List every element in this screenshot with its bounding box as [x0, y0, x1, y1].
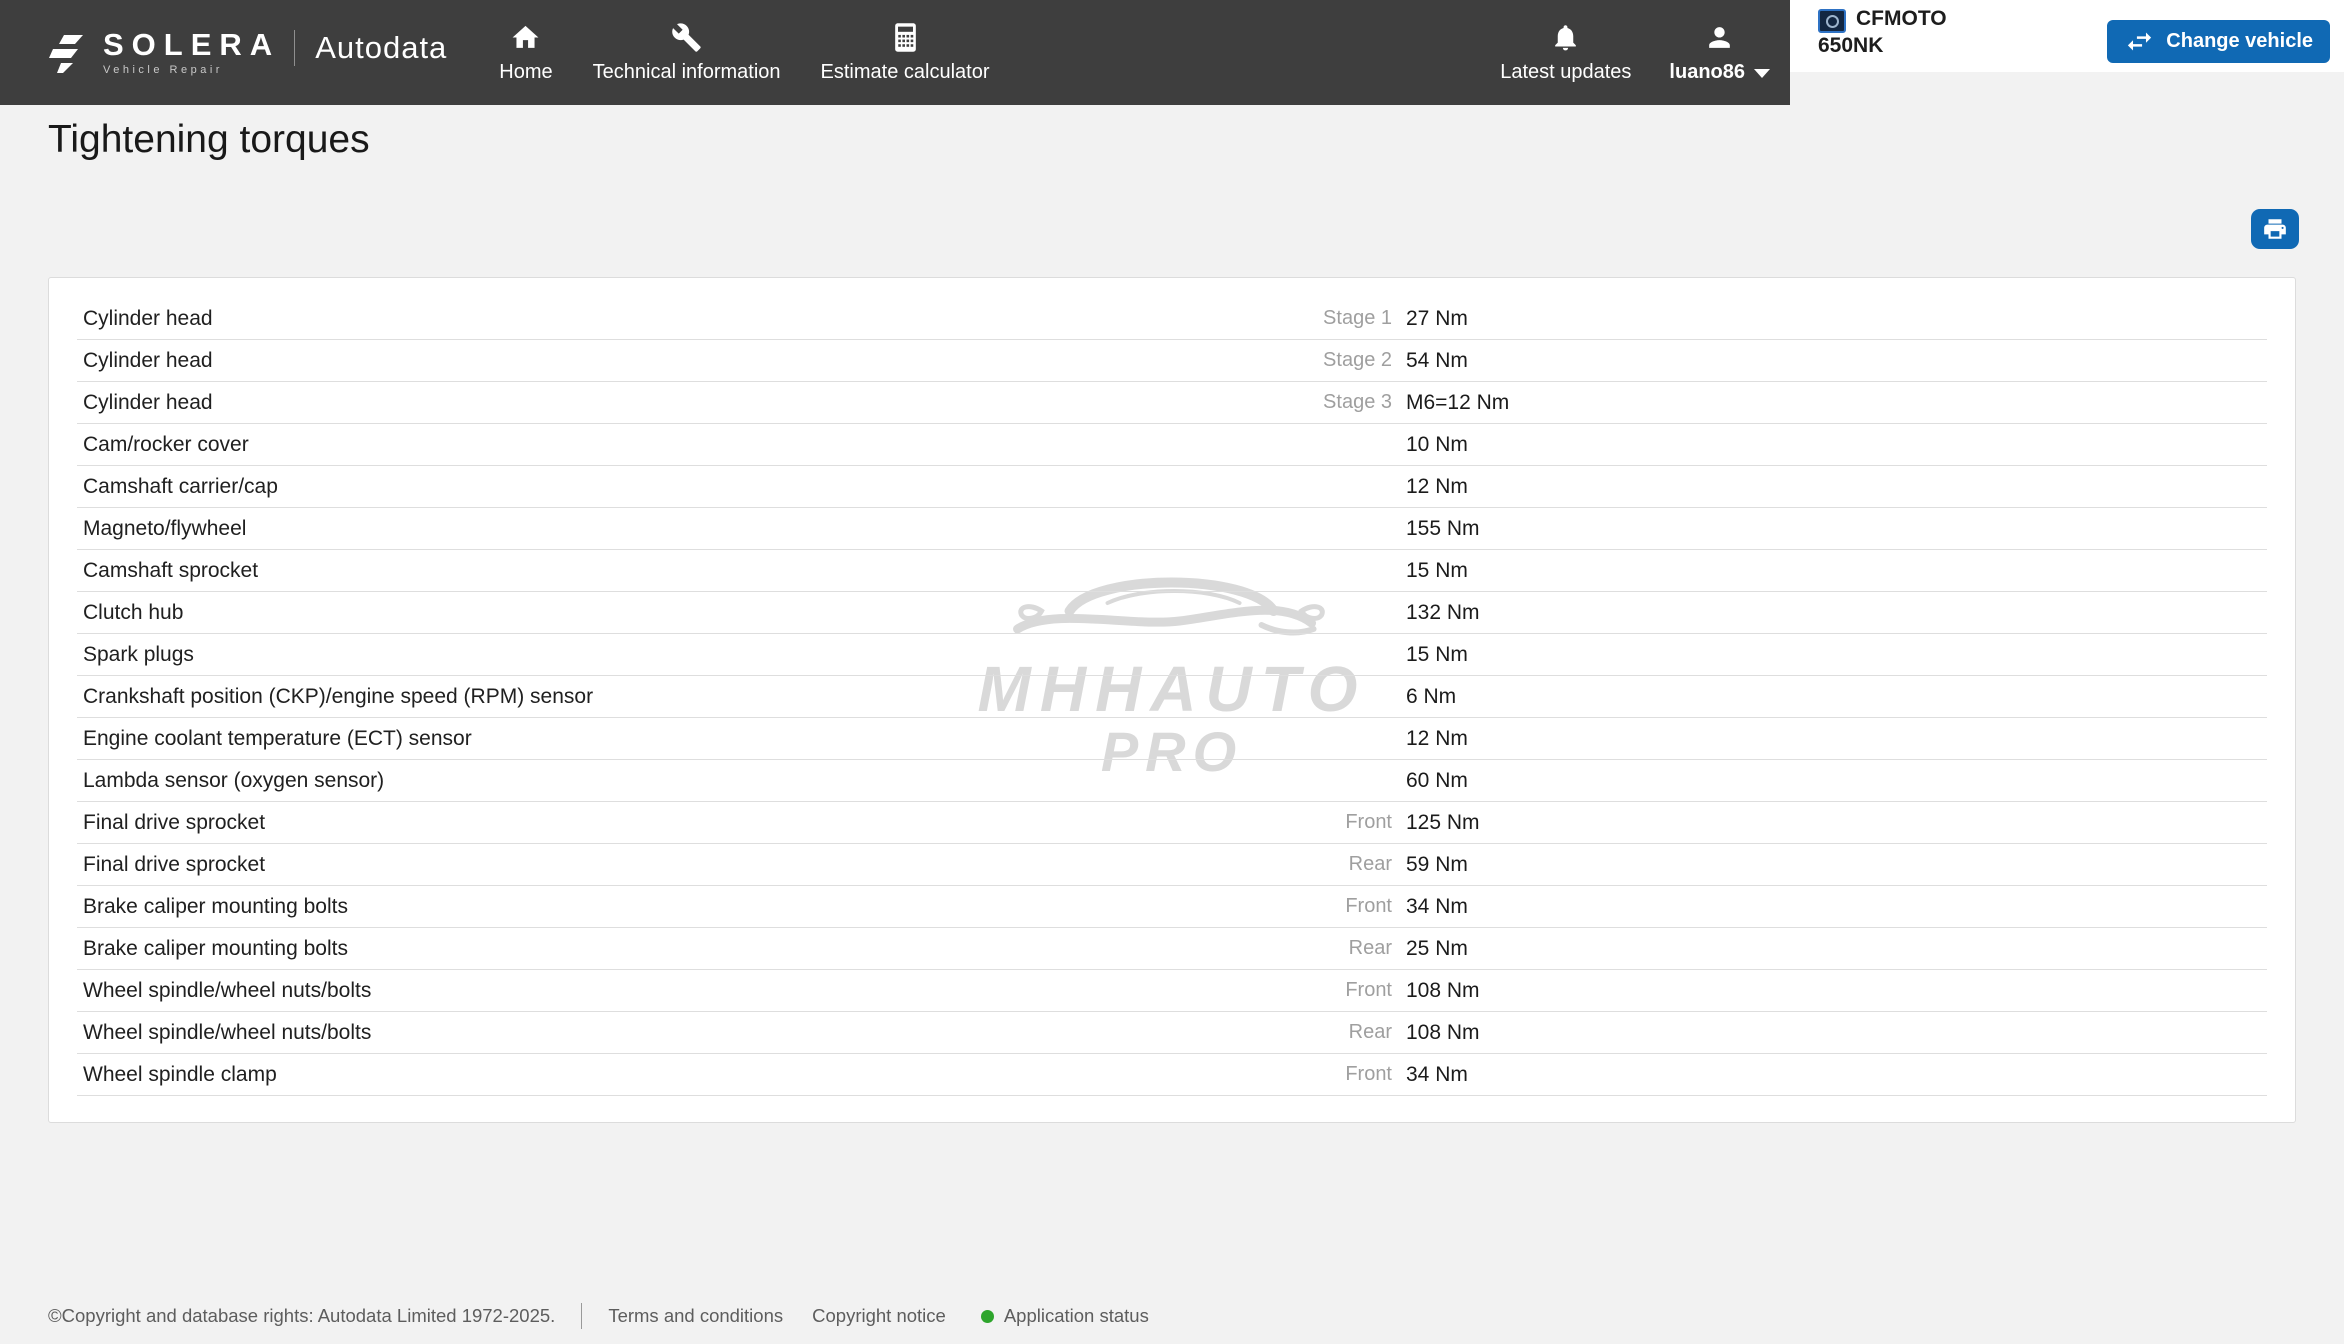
row-value: 125 Nm	[1406, 810, 1480, 834]
vehicle-strip	[1790, 0, 2344, 72]
table-row	[77, 550, 2267, 592]
row-value: 155 Nm	[1406, 516, 1480, 540]
table-row	[77, 970, 2267, 1012]
solera-icon	[45, 31, 89, 75]
copyright-text: ©Copyright and database rights: Autodata Limited 1972-2025.	[48, 1305, 556, 1326]
change-vehicle-button[interactable]	[2107, 20, 2330, 63]
username: luano86	[1669, 60, 1745, 83]
table-row	[77, 844, 2267, 886]
row-label: Final drive sprocket	[83, 810, 266, 834]
nav-item-estimate-calculator[interactable]	[817, 22, 994, 84]
row-qualifier: Front	[1345, 895, 1392, 917]
table-row	[77, 676, 2267, 718]
row-qualifier: Front	[1345, 979, 1392, 1001]
nav-item-home[interactable]	[495, 22, 556, 84]
footer	[48, 1303, 1149, 1329]
row-label: Clutch hub	[83, 600, 184, 624]
latest-updates-label: Latest updates	[1500, 60, 1632, 83]
table-row	[77, 928, 2267, 970]
torque-table-card	[48, 277, 2296, 1123]
terms-link[interactable]: Terms and conditions	[608, 1305, 784, 1326]
brand-tagline: Vehicle Repair	[103, 64, 223, 76]
row-value: 12 Nm	[1406, 726, 1468, 750]
row-qualifier: Stage 1	[1323, 307, 1392, 329]
home-icon	[510, 22, 541, 53]
table-row	[77, 802, 2267, 844]
nav-right-group	[1496, 22, 1774, 84]
row-label: Lambda sensor (oxygen sensor)	[83, 768, 385, 792]
row-label: Wheel spindle/wheel nuts/bolts	[83, 1020, 372, 1044]
nav-item-label: Technical information	[592, 60, 781, 83]
user-icon	[1704, 22, 1735, 53]
row-value: 132 Nm	[1406, 600, 1480, 624]
row-label: Camshaft carrier/cap	[83, 474, 278, 498]
row-label: Crankshaft position (CKP)/engine speed (RPM) sensor	[83, 684, 594, 708]
row-qualifier: Rear	[1348, 1021, 1392, 1043]
row-qualifier: Stage 3	[1323, 391, 1392, 413]
row-qualifier: Front	[1345, 811, 1392, 833]
printer-icon	[2262, 216, 2288, 242]
table-row	[77, 1012, 2267, 1054]
row-label: Magneto/flywheel	[83, 516, 247, 540]
table-row	[77, 508, 2267, 550]
row-label: Cylinder head	[83, 390, 213, 414]
watermark-line1: MHHAUTO	[977, 653, 1367, 725]
nav-item-label: Estimate calculator	[820, 60, 990, 83]
row-label: Wheel spindle clamp	[83, 1062, 277, 1086]
table-row	[77, 718, 2267, 760]
change-vehicle-label: Change vehicle	[2166, 30, 2313, 52]
calculator-icon	[890, 22, 921, 53]
table-row	[77, 634, 2267, 676]
row-value: 6 Nm	[1406, 684, 1457, 708]
row-value: 25 Nm	[1406, 936, 1468, 960]
row-label: Brake caliper mounting bolts	[83, 936, 348, 960]
row-value: M6=12 Nm	[1406, 390, 1510, 414]
row-value: 15 Nm	[1406, 558, 1468, 582]
row-value: 10 Nm	[1406, 432, 1468, 456]
table-row	[77, 424, 2267, 466]
table-row	[77, 298, 2267, 340]
row-value: 15 Nm	[1406, 642, 1468, 666]
brand-logo[interactable]	[45, 29, 447, 76]
row-value: 60 Nm	[1406, 768, 1468, 792]
row-label: Brake caliper mounting bolts	[83, 894, 348, 918]
row-qualifier: Front	[1345, 1063, 1392, 1085]
row-value: 59 Nm	[1406, 852, 1468, 876]
row-label: Spark plugs	[83, 642, 194, 666]
brand-separator	[294, 30, 295, 66]
torque-rows	[77, 298, 2267, 1096]
swap-arrows-icon	[2124, 26, 2155, 57]
row-value: 12 Nm	[1406, 474, 1468, 498]
row-label: Engine coolant temperature (ECT) sensor	[83, 726, 472, 750]
page-title: Tightening torques	[48, 118, 370, 161]
row-label: Cam/rocker cover	[83, 432, 249, 456]
top-navbar	[0, 0, 1790, 105]
chevron-down-icon	[1754, 69, 1770, 78]
vehicle-model: 650NK	[1818, 34, 1884, 57]
table-row	[77, 760, 2267, 802]
row-label: Wheel spindle/wheel nuts/bolts	[83, 978, 372, 1002]
footer-separator	[581, 1303, 582, 1329]
nav-item-label: Home	[499, 60, 553, 83]
row-label: Cylinder head	[83, 348, 213, 372]
row-qualifier: Rear	[1348, 937, 1392, 959]
watermark-line2: PRO	[1100, 720, 1244, 784]
user-menu[interactable]	[1665, 22, 1774, 84]
brand-name: SOLERA	[103, 27, 281, 62]
product-name: Autodata	[315, 29, 448, 65]
table-row	[77, 466, 2267, 508]
row-value: 34 Nm	[1406, 894, 1468, 918]
row-qualifier: Stage 2	[1323, 349, 1392, 371]
row-value: 34 Nm	[1406, 1062, 1468, 1086]
row-value: 108 Nm	[1406, 978, 1480, 1002]
print-button[interactable]	[2251, 209, 2299, 249]
row-value: 54 Nm	[1406, 348, 1468, 372]
wrench-icon	[671, 22, 702, 53]
bell-icon	[1550, 22, 1581, 53]
status-dot	[981, 1310, 994, 1323]
row-label: Final drive sprocket	[83, 852, 266, 876]
vehicle-make: CFMOTO	[1856, 7, 1947, 30]
row-value: 27 Nm	[1406, 306, 1468, 330]
table-row	[77, 1054, 2267, 1096]
cfmoto-logo	[1818, 9, 1846, 33]
copyright-notice-link[interactable]: Copyright notice	[812, 1305, 946, 1326]
table-row	[77, 340, 2267, 382]
main-nav	[495, 22, 993, 84]
table-row	[77, 592, 2267, 634]
table-row	[77, 382, 2267, 424]
latest-updates-button[interactable]	[1496, 22, 1635, 84]
row-qualifier: Rear	[1348, 853, 1392, 875]
nav-item-technical-information[interactable]	[589, 22, 785, 84]
row-label: Cylinder head	[83, 306, 213, 330]
table-row	[77, 886, 2267, 928]
application-status-link[interactable]: Application status	[1003, 1305, 1149, 1326]
row-label: Camshaft sprocket	[83, 558, 259, 582]
row-value: 108 Nm	[1406, 1020, 1480, 1044]
